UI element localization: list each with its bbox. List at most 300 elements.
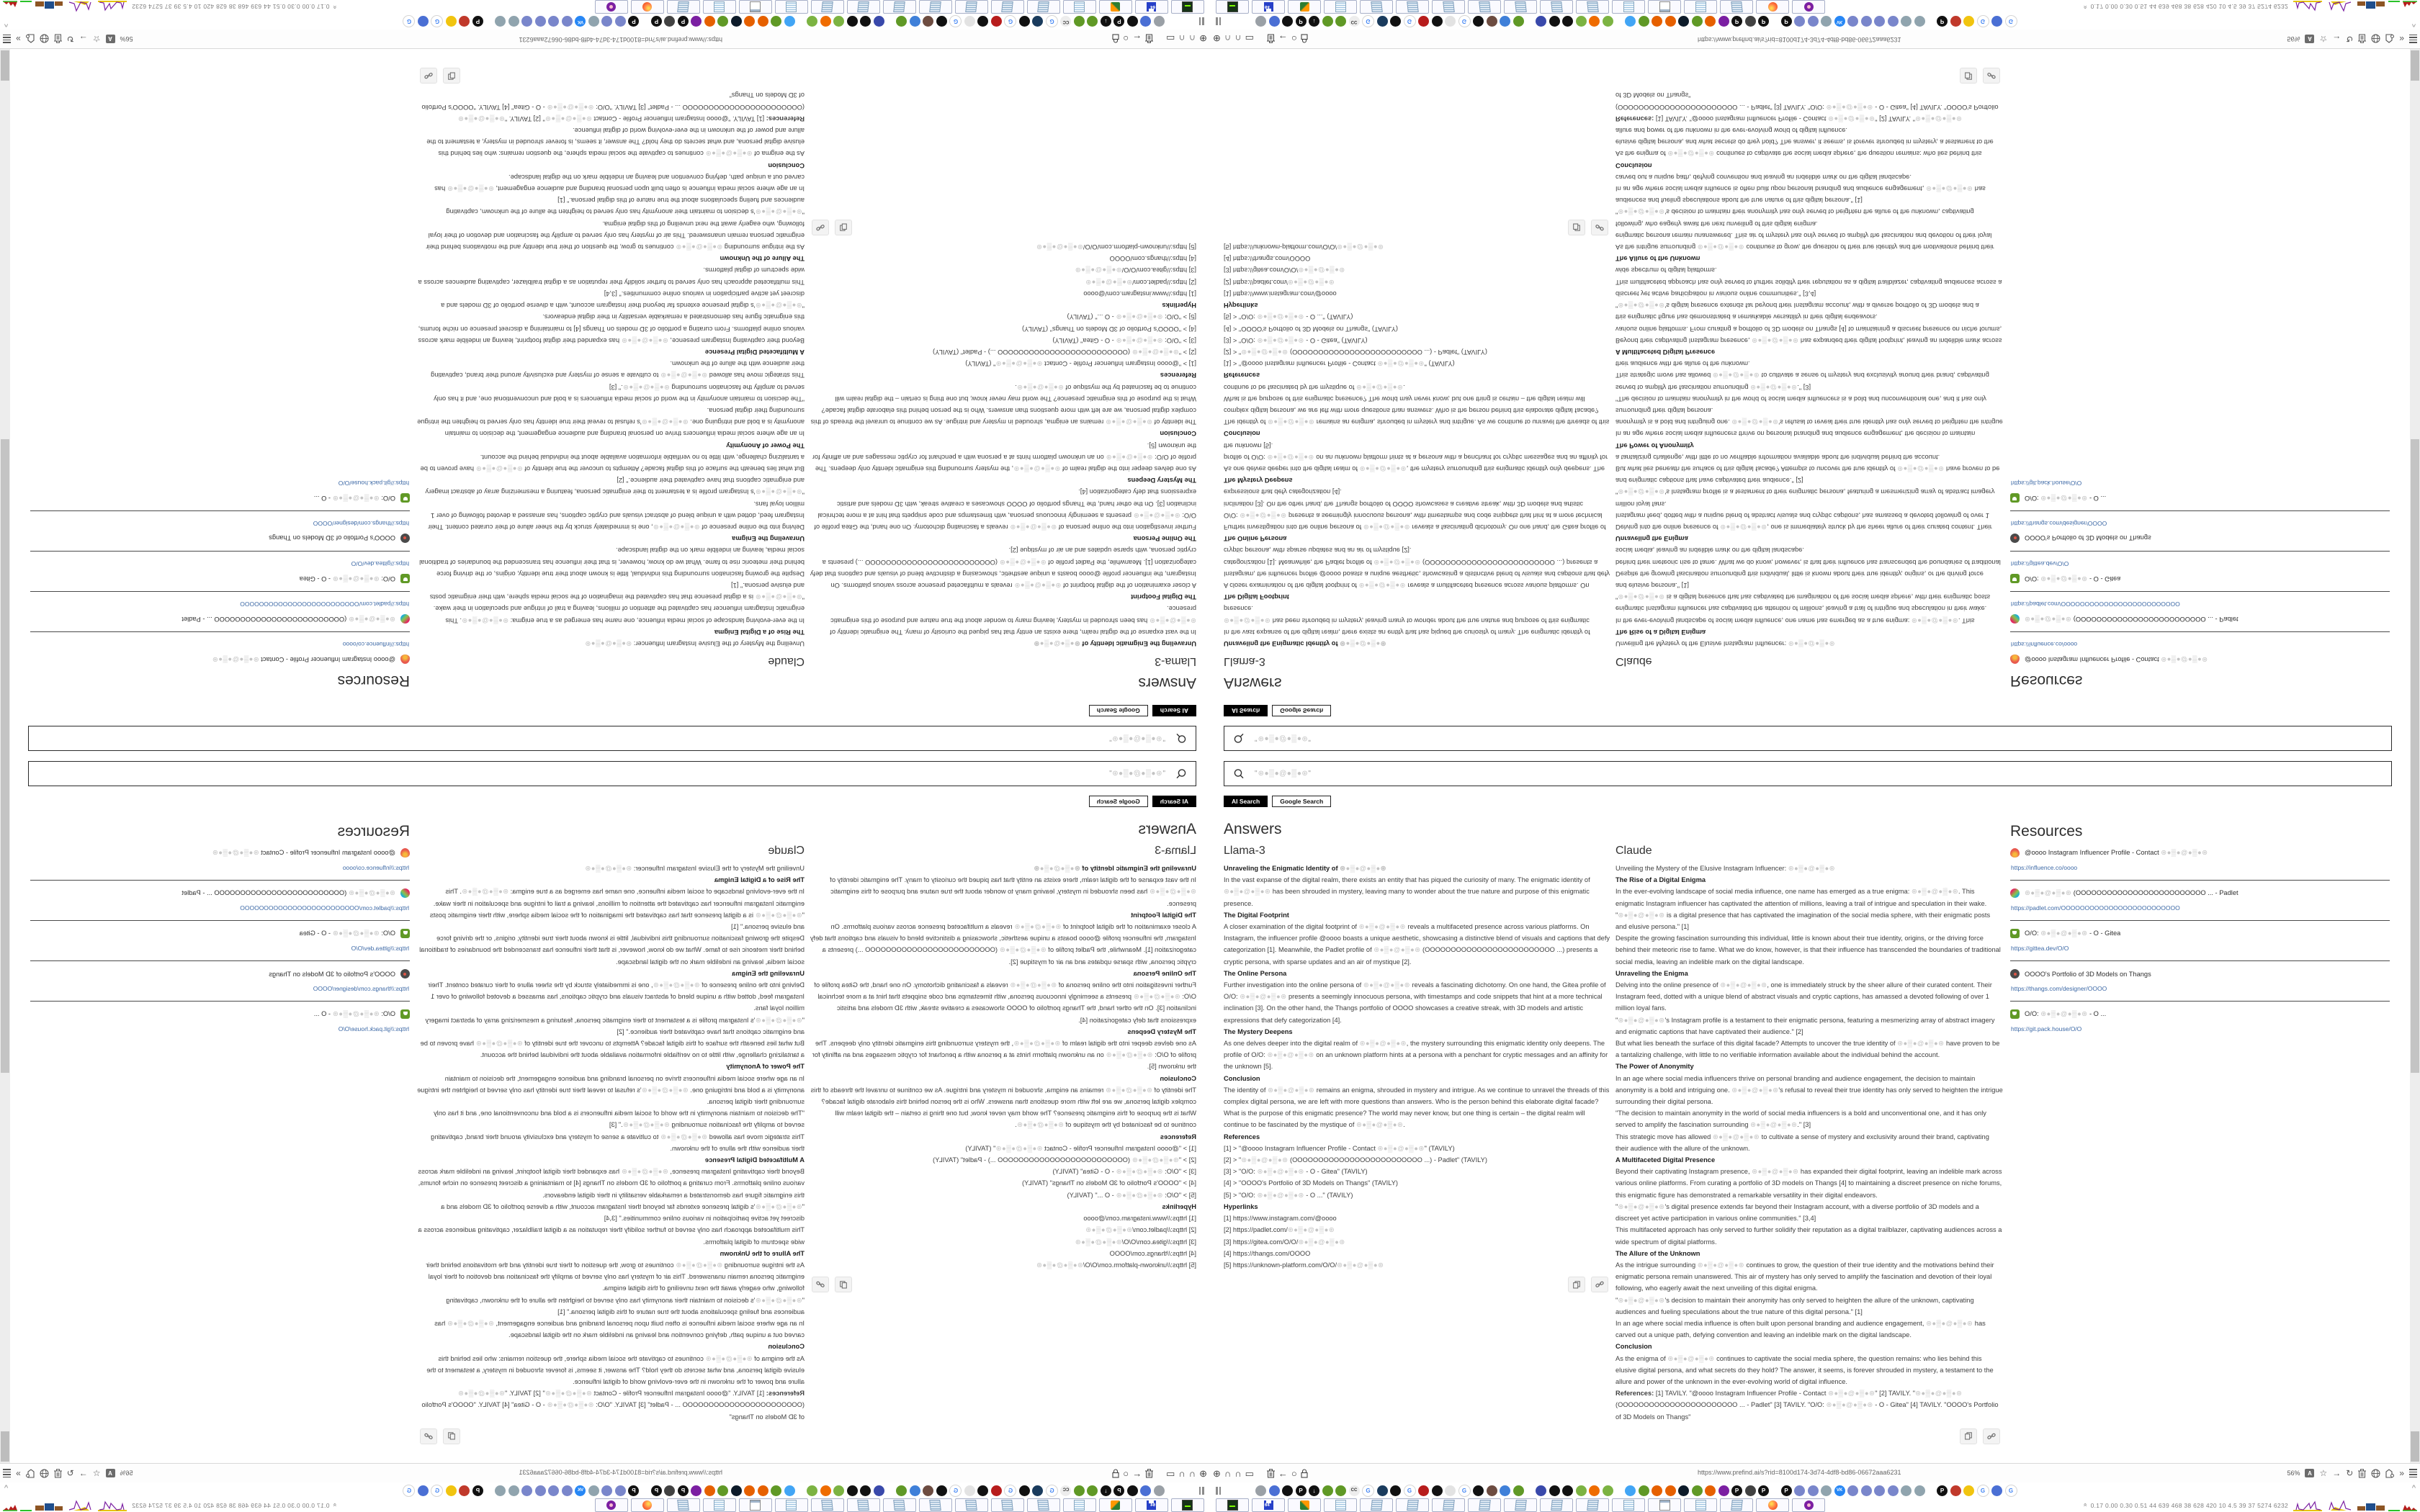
search-query[interactable]: "⊛●▒●@●▒●⊛" [1108,770,1165,778]
share-link-button[interactable] [812,220,829,235]
resource-title[interactable]: O/O: ⊛●▒●@●▒●⊛ - O - Gitea [299,930,395,937]
bookmark-favicon-icon[interactable]: CC [1061,1485,1072,1496]
bookmarks-overflow-icon[interactable]: ^ [4,1484,9,1493]
bookmark-favicon-icon[interactable]: P [678,17,689,27]
bookmark-favicon-icon[interactable] [1794,17,1805,27]
taskbar-window-scroll[interactable] [1027,1498,1060,1512]
bookmark-favicon-icon[interactable] [1487,17,1497,27]
trash-icon[interactable] [1267,1469,1275,1478]
zoom-tool-icon[interactable]: ⊕ [1213,33,1221,45]
bookmark-favicon-icon[interactable]: G [1005,1485,1017,1497]
taskbar-window-scroll[interactable] [1720,1498,1753,1512]
bookmark-favicon-icon[interactable] [1445,17,1456,27]
reload-icon[interactable]: ↻ [2346,1468,2354,1478]
bookmark-favicon-icon[interactable] [1500,1485,1510,1496]
resource-title[interactable]: OOOO's Portfolio of 3D Models on Thangs [269,534,395,542]
bookmark-favicon-icon[interactable]: CC [1349,1485,1360,1496]
bookmark-favicon-icon[interactable] [1074,17,1085,27]
bookmark-favicon-icon[interactable]: ↓ [1309,17,1319,27]
bookmark-favicon-icon[interactable]: P [1758,17,1769,27]
share-page-icon[interactable] [26,1469,35,1478]
scrollbar-thumb[interactable] [1,439,9,756]
taskbar-window-scroll[interactable] [811,0,844,14]
bookmark-favicon-icon[interactable]: VK [1834,17,1845,27]
headset-icon[interactable]: ∩ [1188,1467,1196,1479]
bookmark-favicon-icon[interactable]: G [1362,16,1374,28]
bookmark-favicon-icon[interactable] [1088,17,1098,27]
bookmark-favicon-icon[interactable] [549,1485,560,1496]
resource-url[interactable]: https://git.pack.house/O/O [338,1025,409,1032]
search-input[interactable] [1224,761,2392,786]
bookmark-favicon-icon[interactable] [665,1485,676,1496]
bookmark-favicon-icon[interactable]: G [1458,16,1471,28]
search-query[interactable]: "⊛●▒●@●▒●⊛" [1255,734,1312,742]
reload-icon[interactable]: ↻ [66,34,74,44]
share-link-button[interactable] [1591,1277,1608,1292]
bookmark-favicon-icon[interactable] [1282,1485,1293,1496]
resource-url[interactable]: https://gittea.dev/O/O [351,945,409,952]
taskbar-window-floppy[interactable] [1252,1498,1285,1512]
forward-icon[interactable]: → [79,34,88,44]
bookmarks-overflow-icon[interactable]: ^ [2411,1484,2416,1493]
taskbar-window-note[interactable] [703,0,736,14]
bookmark-favicon-icon[interactable] [771,17,782,27]
bookmark-favicon-icon[interactable] [615,17,626,27]
copy-answer-button[interactable] [443,1428,460,1444]
bookmark-favicon-icon[interactable]: P [1296,17,1307,27]
resource-title[interactable]: ⊛●▒●@●▒●⊛ (OOOOOOOOOOOOOOOOOOOOOOOOO ... - Padlet [2025,889,2238,896]
scrollbar-thumb[interactable] [1,756,9,1073]
bookmark-favicon-icon[interactable] [1269,1485,1280,1496]
trash-icon[interactable] [1267,35,1275,44]
bookmark-favicon-icon[interactable] [1652,1485,1662,1496]
taskbar-window-note[interactable] [1063,0,1096,14]
bookmark-favicon-icon[interactable] [731,1485,742,1496]
bookmark-favicon-icon[interactable] [874,17,884,27]
bookmark-favicon-icon[interactable]: ↓ [1101,1485,1111,1496]
zoom-level[interactable]: 56% [120,1470,133,1477]
bookmark-favicon-icon[interactable]: G [1977,1485,1989,1497]
bookmark-favicon-icon[interactable] [1500,17,1510,27]
bookmark-favicon-icon[interactable] [1513,1485,1524,1496]
bookmark-favicon-icon[interactable]: P [1731,1485,1742,1496]
trash-icon[interactable] [54,1469,62,1478]
taskbar-window-panel[interactable] [739,1498,772,1512]
bookmark-favicon-icon[interactable] [1950,1485,1961,1496]
url-bar[interactable]: https://www.prefind.ai/s?rid=8100d174-3d74-4df8-bd86-06672aaa6231 [1698,36,1901,43]
resource-title[interactable]: OOOO's Portfolio of 3D Models on Thangs [269,970,395,978]
headset-icon[interactable]: ∩ [1234,33,1242,45]
scrollbar-thumb[interactable] [2411,756,2419,1073]
bookmark-favicon-icon[interactable] [1549,17,1560,27]
bookmark-favicon-icon[interactable] [897,1485,908,1496]
bookmark-star-icon[interactable]: ☆ [92,1468,101,1478]
taskbar-window-note[interactable] [1684,1498,1717,1512]
bookmark-favicon-icon[interactable] [665,17,676,27]
bookmark-favicon-icon[interactable] [1808,1485,1819,1496]
taskbar-window-scroll[interactable] [1576,0,1609,14]
bookmark-favicon-icon[interactable] [1861,17,1872,27]
bookmark-favicon-icon[interactable]: P [629,1485,640,1496]
bookmark-favicon-icon[interactable] [1322,1485,1333,1496]
bookmark-favicon-icon[interactable]: G [1977,16,1989,28]
resource-url[interactable]: https://padlet.com/OOOOOOOOOOOOOOOOOOOOOOOOO [2011,904,2180,912]
resource-url[interactable]: https://thangs.com/designer/OOOO [2011,520,2107,527]
back-icon[interactable]: ← [1278,33,1288,45]
google-search-button[interactable]: Google Search [1272,796,1331,807]
menu-icon[interactable] [3,35,11,43]
bookmark-favicon-icon[interactable] [1847,1485,1858,1496]
bookmark-favicon-icon[interactable] [1255,1485,1266,1496]
bookmark-favicon-icon[interactable] [910,17,920,27]
bookmark-favicon-icon[interactable] [1269,17,1280,27]
bookmark-favicon-icon[interactable] [1692,1485,1703,1496]
bookmark-favicon-icon[interactable] [460,1485,470,1496]
copy-answer-button[interactable] [1960,1428,1977,1444]
bookmark-favicon-icon[interactable] [1390,1485,1401,1496]
bookmark-favicon-icon[interactable] [1549,1485,1560,1496]
bookmark-favicon-icon[interactable] [1019,17,1030,27]
taskbar-window-scroll[interactable] [1396,0,1429,14]
taskbar-window-scroll[interactable] [667,1498,700,1512]
bookmark-favicon-icon[interactable] [1639,1485,1649,1496]
taskbar-window-scroll[interactable] [1504,1498,1537,1512]
bookmark-favicon-icon[interactable]: G [950,1485,962,1497]
bookmark-favicon-icon[interactable] [602,1485,613,1496]
bookmark-favicon-icon[interactable] [1718,17,1729,27]
bookmark-favicon-icon[interactable] [1377,17,1388,27]
bookmark-favicon-icon[interactable] [1536,1485,1546,1496]
bookmark-favicon-icon[interactable] [1963,1485,1974,1496]
bookmark-favicon-icon[interactable] [771,1485,782,1496]
headset-icon[interactable]: ∩ [1188,33,1196,45]
headset-icon[interactable]: ∩ [1234,1467,1242,1479]
menu-icon[interactable] [2409,35,2417,43]
url-bar[interactable]: https://www.prefind.ai/s?rid=8100d174-3d74-4df8-bd86-06672aaa6231 [519,1469,722,1476]
resource-title[interactable]: ⊛●▒●@●▒●⊛ (OOOOOOOOOOOOOOOOOOOOOOOOO ... - Padlet [182,889,395,896]
ai-search-button[interactable]: AI Search [1152,705,1196,716]
bookmark-favicon-icon[interactable] [936,17,947,27]
bookmark-favicon-icon[interactable] [834,17,845,27]
bookmark-favicon-icon[interactable] [496,1485,506,1496]
bookmark-favicon-icon[interactable] [820,17,831,27]
bookmark-favicon-icon[interactable] [1576,1485,1587,1496]
resource-title[interactable]: O/O: ⊛●▒●@●▒●⊛ - O ... [2025,495,2107,502]
bookmark-favicon-icon[interactable] [1692,17,1703,27]
back-icon[interactable]: ← [1132,33,1142,45]
bookmark-favicon-icon[interactable] [1576,17,1587,27]
resource-title[interactable]: ⊛●▒●@●▒●⊛ (OOOOOOOOOOOOOOOOOOOOOOOOO ... - Padlet [2025,616,2238,623]
bookmark-favicon-icon[interactable] [1335,1485,1346,1496]
resource-title[interactable]: O/O: ⊛●▒●@●▒●⊛ - O ... [2025,1010,2107,1017]
back-icon[interactable]: ← [1132,1467,1142,1479]
bookmark-favicon-icon[interactable] [1705,1485,1716,1496]
menu-icon[interactable] [3,1469,11,1477]
bookmark-favicon-icon[interactable] [1705,17,1716,27]
taskbar-window-scroll[interactable] [1576,1498,1609,1512]
shield-icon[interactable]: ○ [1291,1467,1297,1479]
taskbar-window-pen[interactable] [1288,1498,1321,1512]
share-link-button[interactable] [420,68,437,84]
bookmark-favicon-icon[interactable] [1033,1485,1044,1496]
taskbar-window-scroll[interactable] [1432,0,1465,14]
bookmark-favicon-icon[interactable] [897,17,908,27]
bookmark-favicon-icon[interactable] [1282,17,1293,27]
bookmark-favicon-icon[interactable] [1589,1485,1600,1496]
bookmark-favicon-icon[interactable] [847,17,858,27]
bookmark-favicon-icon[interactable] [1513,17,1524,27]
resource-title[interactable]: O/O: ⊛●▒●@●▒●⊛ - O ... [313,495,395,502]
bookmark-favicon-icon[interactable]: G [1046,16,1058,28]
reader-mode-icon[interactable]: A [2305,1469,2314,1477]
bookmark-favicon-icon[interactable] [1418,17,1429,27]
bookmark-favicon-icon[interactable]: VK [1834,1485,1845,1496]
bookmark-favicon-icon[interactable] [446,17,457,27]
share-page-icon[interactable] [26,35,35,44]
taskbar-window-scroll[interactable] [1720,0,1753,14]
bookmark-favicon-icon[interactable]: CC [1061,17,1072,27]
resource-url[interactable]: https://gittea.dev/O/O [2011,945,2069,952]
bookmark-favicon-icon[interactable] [522,17,533,27]
taskbar-window-note[interactable] [1063,1498,1096,1512]
bookmark-favicon-icon[interactable]: P [678,1485,689,1496]
bookmark-favicon-icon[interactable] [1745,17,1756,27]
bookmark-favicon-icon[interactable] [602,17,613,27]
bookmark-favicon-icon[interactable] [923,1485,934,1496]
headset-icon[interactable]: ∩ [1224,1467,1232,1479]
zoom-level[interactable]: 56% [2287,1470,2300,1477]
taskbar-window-mask[interactable] [595,0,628,14]
bookmark-favicon-icon[interactable] [807,17,818,27]
folder-icon[interactable]: ▭ [1245,33,1254,45]
bookmark-favicon-icon[interactable] [1033,17,1044,27]
bookmark-favicon-icon[interactable]: G [403,16,416,28]
taskbar-window-scroll[interactable] [1432,1498,1465,1512]
bookmark-favicon-icon[interactable] [910,1485,920,1496]
bookmark-favicon-icon[interactable] [1562,17,1573,27]
toolbar-overflow-icon[interactable]: » [16,34,21,44]
taskbar-window-floppy[interactable] [1135,1498,1168,1512]
bookmark-favicon-icon[interactable] [460,17,470,27]
url-bar[interactable]: https://www.prefind.ai/s?rid=8100d174-3d74-4df8-bd86-06672aaa6231 [1698,1469,1901,1476]
bookmark-favicon-icon[interactable] [418,1485,429,1496]
copy-answer-button[interactable] [443,68,460,84]
resource-url[interactable]: https://influence.co/oooo [342,641,409,648]
sidebar-toggle-icon[interactable] [1216,1487,1221,1495]
resource-url[interactable]: https://thangs.com/designer/OOOO [313,520,409,527]
bookmark-favicon-icon[interactable]: G [431,16,444,28]
tray-chevron-icon[interactable]: » [2081,1503,2089,1507]
bookmark-favicon-icon[interactable]: G [2005,1485,2017,1497]
shield-icon[interactable]: ○ [1291,33,1297,45]
taskbar-window-note[interactable] [703,1498,736,1512]
bookmark-favicon-icon[interactable] [964,1485,975,1496]
bookmark-favicon-icon[interactable] [704,1485,715,1496]
taskbar-window-scroll[interactable] [1360,0,1393,14]
taskbar-window-scroll[interactable] [847,1498,880,1512]
bookmark-favicon-icon[interactable] [834,1485,845,1496]
bookmark-favicon-icon[interactable] [1678,17,1689,27]
bookmark-favicon-icon[interactable]: P [651,1485,662,1496]
resource-url[interactable]: https://influence.co/oooo [2011,641,2078,648]
bookmark-favicon-icon[interactable]: P [1758,1485,1769,1496]
taskbar-window-note[interactable] [1612,1498,1645,1512]
taskbar-window-scroll[interactable] [883,0,916,14]
copy-answer-button[interactable] [835,220,852,235]
bookmark-favicon-icon[interactable] [1625,1485,1636,1496]
taskbar-window-scroll[interactable] [847,0,880,14]
bookmark-favicon-icon[interactable] [562,17,573,27]
folder-icon[interactable]: ▭ [1166,1467,1175,1479]
folder-icon[interactable]: ▭ [1166,33,1175,45]
taskbar-window-scroll[interactable] [1504,0,1537,14]
trash-icon[interactable] [2358,1469,2366,1478]
bookmark-favicon-icon[interactable] [1562,1485,1573,1496]
bookmark-favicon-icon[interactable] [1432,1485,1443,1496]
bookmark-favicon-icon[interactable] [1536,17,1546,27]
bookmarks-overflow-icon[interactable]: ^ [4,19,9,28]
resource-title[interactable]: O/O: ⊛●▒●@●▒●⊛ - O - Gitea [2025,575,2121,582]
bookmark-favicon-icon[interactable] [615,1485,626,1496]
toolbar-overflow-icon[interactable]: » [2399,1468,2404,1478]
taskbar-window-firefox[interactable] [631,1498,664,1512]
bookmark-favicon-icon[interactable] [991,1485,1002,1496]
bookmark-favicon-icon[interactable] [718,17,729,27]
resource-title[interactable]: @oooo Instagram Influencer Profile - Contact ⊛●▒●@●▒●⊛ [212,656,395,663]
bookmark-favicon-icon[interactable]: G [1458,1485,1471,1497]
menu-icon[interactable] [2409,1469,2417,1477]
resource-url[interactable]: https://influence.co/oooo [342,864,409,871]
share-page-icon[interactable] [2385,1469,2394,1478]
taskbar-window-monitor[interactable] [1216,0,1249,14]
reader-mode-icon[interactable]: A [106,1469,115,1477]
bookmark-favicon-icon[interactable] [1901,1485,1912,1496]
page-scrollbar[interactable] [2410,49,2420,756]
bookmark-favicon-icon[interactable] [1127,17,1138,27]
bookmark-favicon-icon[interactable] [1473,17,1484,27]
taskbar-window-firefox[interactable] [1756,0,1789,14]
bookmark-favicon-icon[interactable] [1821,1485,1832,1496]
copy-answer-button[interactable] [1960,68,1977,84]
bookmark-favicon-icon[interactable] [991,17,1002,27]
bookmark-star-icon[interactable]: ☆ [2319,1468,2328,1478]
bookmark-favicon-icon[interactable]: VK [575,1485,586,1496]
search-input[interactable] [28,761,1196,786]
taskbar-window-floppy[interactable] [1252,0,1285,14]
bookmark-favicon-icon[interactable] [1127,1485,1138,1496]
resource-url[interactable]: https://gittea.dev/O/O [351,560,409,567]
bookmark-favicon-icon[interactable] [522,1485,533,1496]
tray-chevron-icon[interactable]: » [331,5,339,9]
bookmark-favicon-icon[interactable] [1861,1485,1872,1496]
taskbar-window-panel[interactable] [1648,0,1681,14]
bookmark-favicon-icon[interactable] [1390,17,1401,27]
bookmark-favicon-icon[interactable] [496,17,506,27]
bookmark-favicon-icon[interactable] [1418,1485,1429,1496]
page-scrollbar[interactable] [0,756,10,1463]
bookmark-favicon-icon[interactable] [1963,17,1974,27]
resource-title[interactable]: OOOO's Portfolio of 3D Models on Thangs [2025,970,2151,978]
taskbar-window-note[interactable] [1324,0,1357,14]
ai-search-button[interactable]: AI Search [1224,705,1268,716]
bookmark-favicon-icon[interactable]: ↓ [1309,1485,1319,1496]
taskbar-window-scroll[interactable] [955,1498,988,1512]
bookmark-favicon-icon[interactable] [508,1485,519,1496]
forward-icon[interactable]: → [79,1468,88,1478]
share-link-button[interactable] [1983,68,2000,84]
bookmark-favicon-icon[interactable] [1141,17,1152,27]
taskbar-window-scroll[interactable] [883,1498,916,1512]
bookmark-favicon-icon[interactable] [874,1485,884,1496]
bookmark-favicon-icon[interactable] [549,17,560,27]
taskbar-window-scroll[interactable] [955,0,988,14]
google-search-button[interactable]: Google Search [1272,705,1331,716]
toolbar-overflow-icon[interactable]: » [16,1468,21,1478]
bookmark-star-icon[interactable]: ☆ [2319,34,2328,44]
bookmark-favicon-icon[interactable] [1678,1485,1689,1496]
taskbar-window-scroll[interactable] [1360,1498,1393,1512]
bookmark-favicon-icon[interactable] [704,17,715,27]
bookmark-favicon-icon[interactable] [758,1485,768,1496]
bookmark-favicon-icon[interactable] [1141,1485,1152,1496]
sidebar-toggle-icon[interactable] [1199,1487,1204,1495]
bookmark-favicon-icon[interactable] [1603,17,1613,27]
globe-icon[interactable] [40,35,49,44]
sidebar-toggle-icon[interactable] [1199,18,1204,26]
taskbar-window-note[interactable] [1612,0,1645,14]
bookmark-favicon-icon[interactable]: P [629,17,640,27]
share-link-button[interactable] [1983,1428,2000,1444]
page-scrollbar[interactable] [0,49,10,756]
taskbar-window-scroll[interactable] [1540,0,1573,14]
taskbar-window-scroll[interactable] [991,1498,1024,1512]
resource-url[interactable]: https://padlet.com/OOOOOOOOOOOOOOOOOOOOOOOOO [2011,600,2180,608]
bookmark-favicon-icon[interactable] [1991,17,2002,27]
bookmark-favicon-icon[interactable]: P [651,17,662,27]
bookmark-favicon-icon[interactable] [562,1485,573,1496]
reader-mode-icon[interactable]: A [2305,35,2314,43]
headset-icon[interactable]: ∩ [1178,33,1186,45]
taskbar-window-firefox[interactable] [1756,1498,1789,1512]
bookmark-favicon-icon[interactable] [784,17,795,27]
taskbar-window-scroll[interactable] [1540,1498,1573,1512]
taskbar-window-pen[interactable] [1099,1498,1132,1512]
taskbar-window-floppy[interactable] [1135,0,1168,14]
bookmark-favicon-icon[interactable]: P [1937,1485,1948,1496]
bookmark-favicon-icon[interactable]: G [2005,16,2017,28]
taskbar-window-scroll[interactable] [667,0,700,14]
zoom-tool-icon[interactable]: ⊕ [1199,33,1207,45]
trash-icon[interactable] [1145,35,1153,44]
taskbar-window-scroll[interactable] [1396,1498,1429,1512]
bookmark-favicon-icon[interactable]: P [472,1485,483,1496]
bookmark-favicon-icon[interactable] [784,1485,795,1496]
taskbar-window-scroll[interactable] [919,1498,952,1512]
bookmark-favicon-icon[interactable] [418,17,429,27]
bookmark-favicon-icon[interactable] [1991,1485,2002,1496]
bookmark-favicon-icon[interactable] [978,17,989,27]
resource-title[interactable]: OOOO's Portfolio of 3D Models on Thangs [2025,534,2151,542]
bookmark-favicon-icon[interactable] [1335,17,1346,27]
taskbar-window-pen[interactable] [1288,0,1321,14]
bookmark-favicon-icon[interactable] [588,17,599,27]
bookmark-favicon-icon[interactable] [1473,1485,1484,1496]
bookmark-favicon-icon[interactable] [1888,1485,1899,1496]
trash-icon[interactable] [1145,1469,1153,1478]
bookmark-star-icon[interactable]: ☆ [92,34,101,44]
resource-title[interactable]: @oooo Instagram Influencer Profile - Contact ⊛●▒●@●▒●⊛ [212,849,395,856]
bookmark-favicon-icon[interactable] [1377,1485,1388,1496]
